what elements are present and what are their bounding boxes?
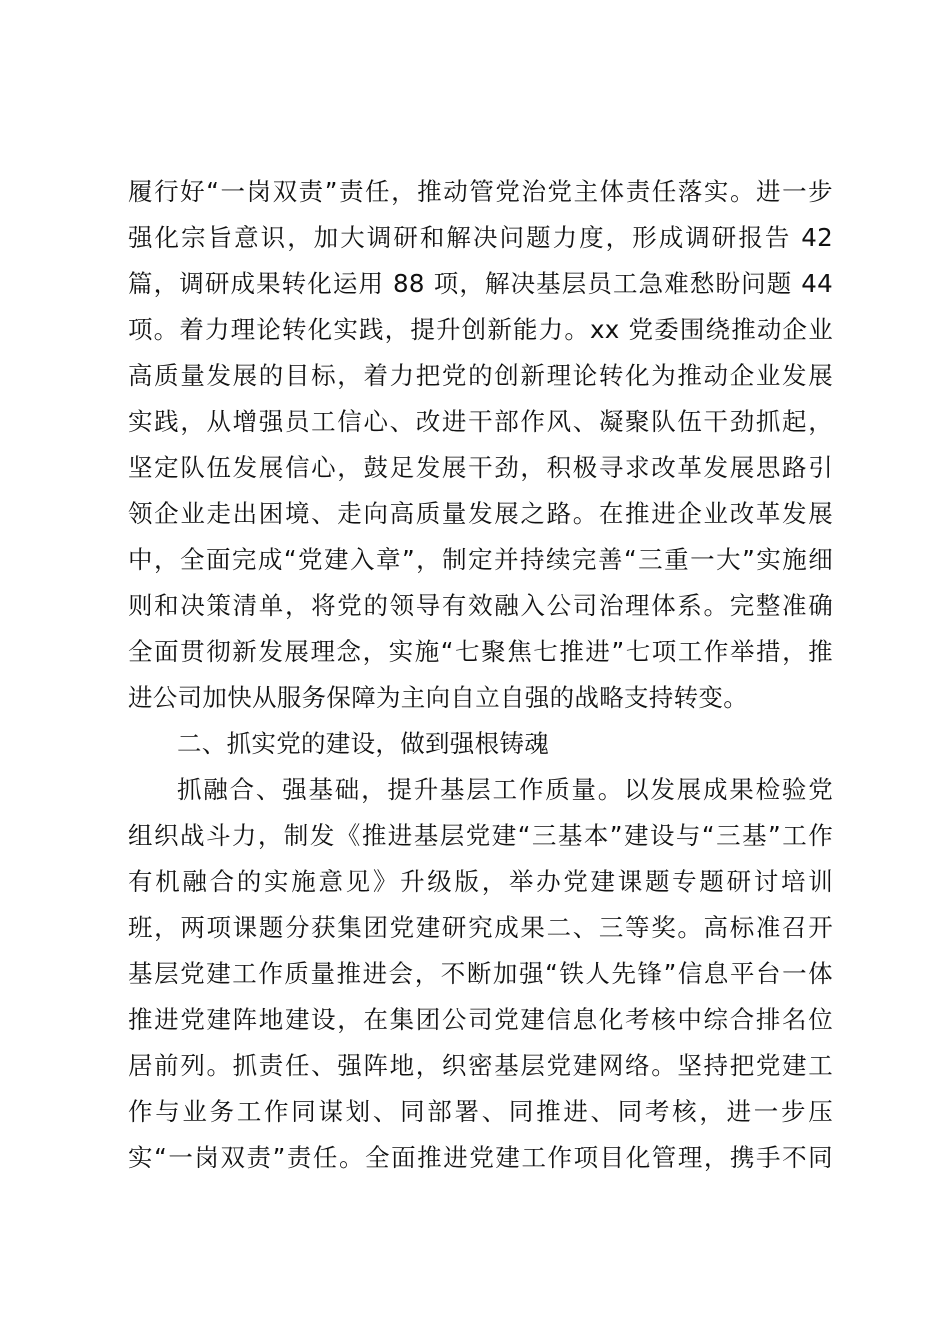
text-line: 实践，从增强员工信心、改进干部作风、凝聚队伍干劲抓起， (128, 407, 833, 436)
document-body (128, 169, 833, 1181)
text-line: 全面贯彻新发展理念，实施“七聚焦七推进”七项工作举措，推 (128, 637, 833, 666)
text-line: 领企业走出困境、走向高质量发展之路。在推进企业改革发展 (128, 499, 833, 528)
text-line: 居前列。抓责任、强阵地，织密基层党建网络。坚持把党建工 (128, 1051, 833, 1080)
text-line: 则和决策清单，将党的领导有效融入公司治理体系。完整准确 (128, 591, 833, 620)
paragraph-1 (128, 169, 833, 721)
section-heading: 二、抓实党的建设，做到强根铸魂 (177, 729, 549, 758)
text-line: 高质量发展的目标，着力把党的创新理论转化为推动企业发展 (128, 361, 833, 390)
text-line: 进公司加快从服务保障为主向自立自强的战略支持转变。 (128, 683, 748, 712)
text-line: 班，两项课题分获集团党建研究成果二、三等奖。高标准召开 (128, 913, 833, 942)
text-line: 项。着力理论转化实践，提升创新能力。xx 党委围绕推动企业 (128, 315, 833, 344)
text-line: 中，全面完成“党建入章”，制定并持续完善“三重一大”实施细 (128, 545, 833, 574)
text-line: 强化宗旨意识，加大调研和解决问题力度，形成调研报告 42 (128, 223, 833, 252)
text-line: 实“一岗双责”责任。全面推进党建工作项目化管理，携手不同 (128, 1143, 833, 1172)
text-line: 基层党建工作质量推进会，不断加强“铁人先锋”信息平台一体 (128, 959, 833, 988)
paragraph-2 (128, 767, 833, 1181)
text-line: 抓融合、强基础，提升基层工作质量。以发展成果检验党 (177, 775, 833, 804)
text-line: 篇，调研成果转化运用 88 项，解决基层员工急难愁盼问题 44 (128, 269, 833, 298)
text-line: 组织战斗力，制发《推进基层党建“三基本”建设与“三基”工作 (128, 821, 833, 850)
text-line: 履行好“一岗双责”责任，推动管党治党主体责任落实。进一步 (128, 177, 833, 206)
text-line: 有机融合的实施意见》升级版，举办党建课题专题研讨培训 (128, 867, 833, 896)
text-line: 坚定队伍发展信心，鼓足发展干劲，积极寻求改革发展思路引 (128, 453, 833, 482)
text-line: 推进党建阵地建设，在集团公司党建信息化考核中综合排名位 (128, 1005, 833, 1034)
text-line: 作与业务工作同谋划、同部署、同推进、同考核，进一步压 (128, 1097, 833, 1126)
